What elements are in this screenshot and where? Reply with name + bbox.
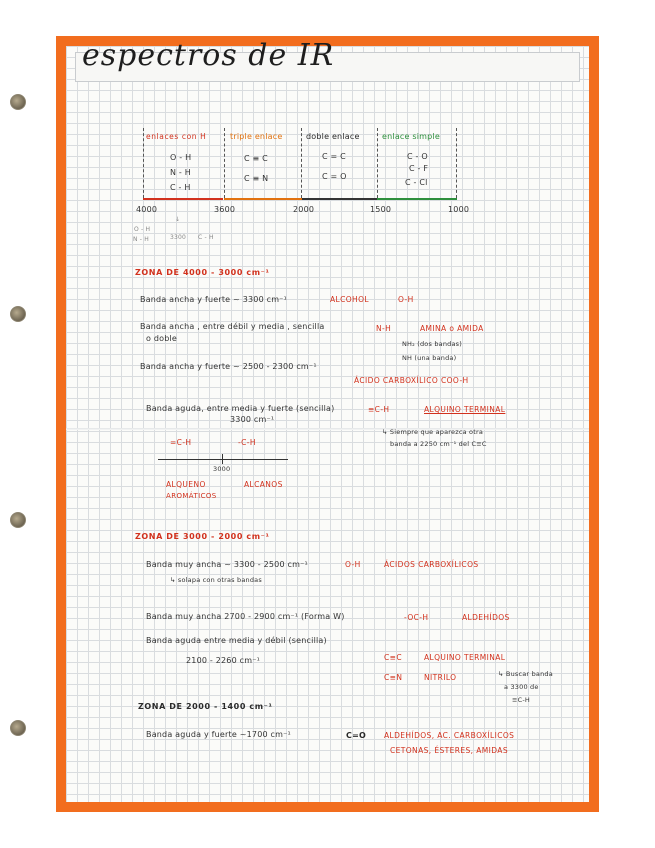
sub-label-oh: O - H: [134, 226, 151, 233]
binder-hole-2: [10, 306, 26, 322]
axis-segment-black: [302, 198, 377, 200]
zone3-band1-label2: CETONAS, ÉSTERES, AMIDAS: [390, 746, 508, 755]
zone2-band3-label2a: C≡N: [384, 673, 403, 682]
zone1-title: ZONA DE 4000 - 3000 cm⁻¹: [135, 268, 270, 277]
sub-label-nh: N - H: [133, 236, 149, 243]
zone1-band3-label: ÁCIDO CARBOXÍLICO COO-H: [354, 376, 469, 385]
zone1-band2-text: Banda ancha , entre débil y media , sencilla: [140, 322, 325, 331]
zone2-band3-note2: a 3300 de: [504, 683, 539, 691]
zone2-band3-note3: ≡C-H: [512, 696, 531, 704]
table-divider-1: [224, 128, 225, 198]
zone1-band2-label1: N-H: [376, 324, 392, 333]
axis-tick-3600: 3600: [214, 205, 236, 214]
axis-segment-red: [143, 198, 223, 200]
table-divider-2: [301, 128, 302, 198]
bond-c-cl: C - Cl: [405, 178, 428, 187]
zone1-band2-label2: AMINA o AMIDA: [420, 324, 484, 333]
mini-axis-left-name2: AROMÁTICOS: [166, 492, 217, 500]
zone2-band3-label2b: NITRILO: [424, 673, 457, 682]
page-title: espectros de IR: [82, 38, 335, 73]
zone2-band1-text: Banda muy ancha ~ 3300 - 2500 cm⁻¹: [146, 560, 308, 569]
sub-label-ch: C - H: [198, 234, 214, 241]
bond-c-double-c: C = C: [322, 152, 346, 161]
bond-c-double-o: C = O: [322, 172, 347, 181]
zone2-band2-text: Banda muy ancha 2700 - 2900 cm⁻¹ (Forma W): [146, 612, 345, 621]
binder-hole-3: [10, 512, 26, 528]
zone2-band3-label1b: ALQUINO TERMINAL: [424, 653, 506, 662]
bond-c-triple-c: C ≡ C: [244, 154, 268, 163]
axis-tick-1000: 1000: [448, 205, 470, 214]
zone3-band1-bond: C=O: [346, 731, 366, 740]
zone1-band1-label1: ALCOHOL: [330, 295, 369, 304]
axis-tick-4000: 4000: [136, 205, 158, 214]
zone2-band3-label1a: C≡C: [384, 653, 402, 662]
mini-axis-line: [158, 459, 288, 460]
zone1-band2-text2: o doble: [146, 334, 178, 343]
binder-hole-1: [10, 94, 26, 110]
zone3-band1-label1: ALDEHÍDOS, AC. CARBOXÍLICOS: [384, 731, 515, 740]
zone1-band4-label1: ≡C-H: [368, 405, 390, 414]
table-divider-3: [377, 128, 378, 198]
bond-c-h: C - H: [170, 183, 191, 192]
zone2-band2-label1: -OC-H: [404, 613, 429, 622]
axis-tick-2000: 2000: [293, 205, 315, 214]
zone1-band1-text: Banda ancha y fuerte ~ 3300 cm⁻¹: [140, 295, 288, 304]
bond-c-triple-n: C ≡ N: [244, 174, 269, 183]
zone2-band3-note1: ↳ Buscar banda: [498, 670, 553, 678]
table-header-3: doble enlace: [306, 132, 360, 141]
mini-axis-left-label: =C-H: [170, 438, 192, 447]
mini-axis-right-label: -C-H: [238, 438, 256, 447]
zone2-band1-note: ↳ solapa con otras bandas: [170, 576, 262, 584]
mini-axis-value: 3000: [213, 465, 231, 473]
axis-tick-1500: 1500: [370, 205, 392, 214]
zone1-band4-note2: banda a 2250 cm⁻¹ del C≡C: [390, 440, 487, 448]
mini-axis-left-name1: ALQUENO: [166, 480, 206, 489]
zone3-band1-text: Banda aguda y fuerte ~1700 cm⁻¹: [146, 730, 291, 739]
zone2-band1-label2: ÁCIDOS CARBOXÍLICOS: [384, 560, 479, 569]
zone1-band2-note1: NH₂ (dos bandas): [402, 340, 462, 348]
bond-c-o: C - O: [407, 152, 428, 161]
zone2-band3-text2: 2100 - 2260 cm⁻¹: [186, 656, 261, 665]
zone1-band4-text2: 3300 cm⁻¹: [230, 415, 275, 424]
table-divider-left: [143, 128, 144, 198]
zone2-title: ZONA DE 3000 - 2000 cm⁻¹: [135, 532, 270, 541]
binder-hole-4: [10, 720, 26, 736]
zone1-band4-text: Banda aguda, entre media y fuerte (sencilla): [146, 404, 335, 413]
zone1-band4-note1: ↳ Siempre que aparezca otra: [382, 428, 484, 436]
zone2-band1-label1: O-H: [345, 560, 361, 569]
zone1-band2-note2: NH (una banda): [402, 354, 457, 362]
mini-axis-right-name: ALCANOS: [244, 480, 283, 489]
zone3-title: ZONA DE 2000 - 1400 cm⁻¹: [138, 702, 273, 711]
mini-axis-tick: [222, 454, 223, 464]
bond-o-h: O - H: [170, 153, 192, 162]
axis-segment-orange: [224, 198, 302, 200]
zone2-band3-text: Banda aguda entre media y débil (sencilla): [146, 636, 327, 645]
table-header-1: enlaces con H: [146, 132, 207, 141]
bond-c-f: C - F: [409, 164, 429, 173]
paper-fold-line: [66, 428, 589, 430]
small-arrow-icon: ↓: [175, 216, 181, 223]
axis-segment-green: [377, 198, 457, 200]
zone1-band1-label2: O-H: [398, 295, 414, 304]
zone1-band4-label2: ALQUINO TERMINAL: [424, 405, 506, 414]
sub-label-3300: 3300: [170, 234, 187, 241]
bond-n-h: N - H: [170, 168, 191, 177]
table-header-2: triple enlace: [230, 132, 283, 141]
table-divider-right: [456, 128, 457, 198]
table-header-4: enlace simple: [382, 132, 440, 141]
zone2-band2-label2: ALDEHÍDOS: [462, 613, 510, 622]
zone1-band3-text: Banda ancha y fuerte ~ 2500 - 2300 cm⁻¹: [140, 362, 317, 371]
